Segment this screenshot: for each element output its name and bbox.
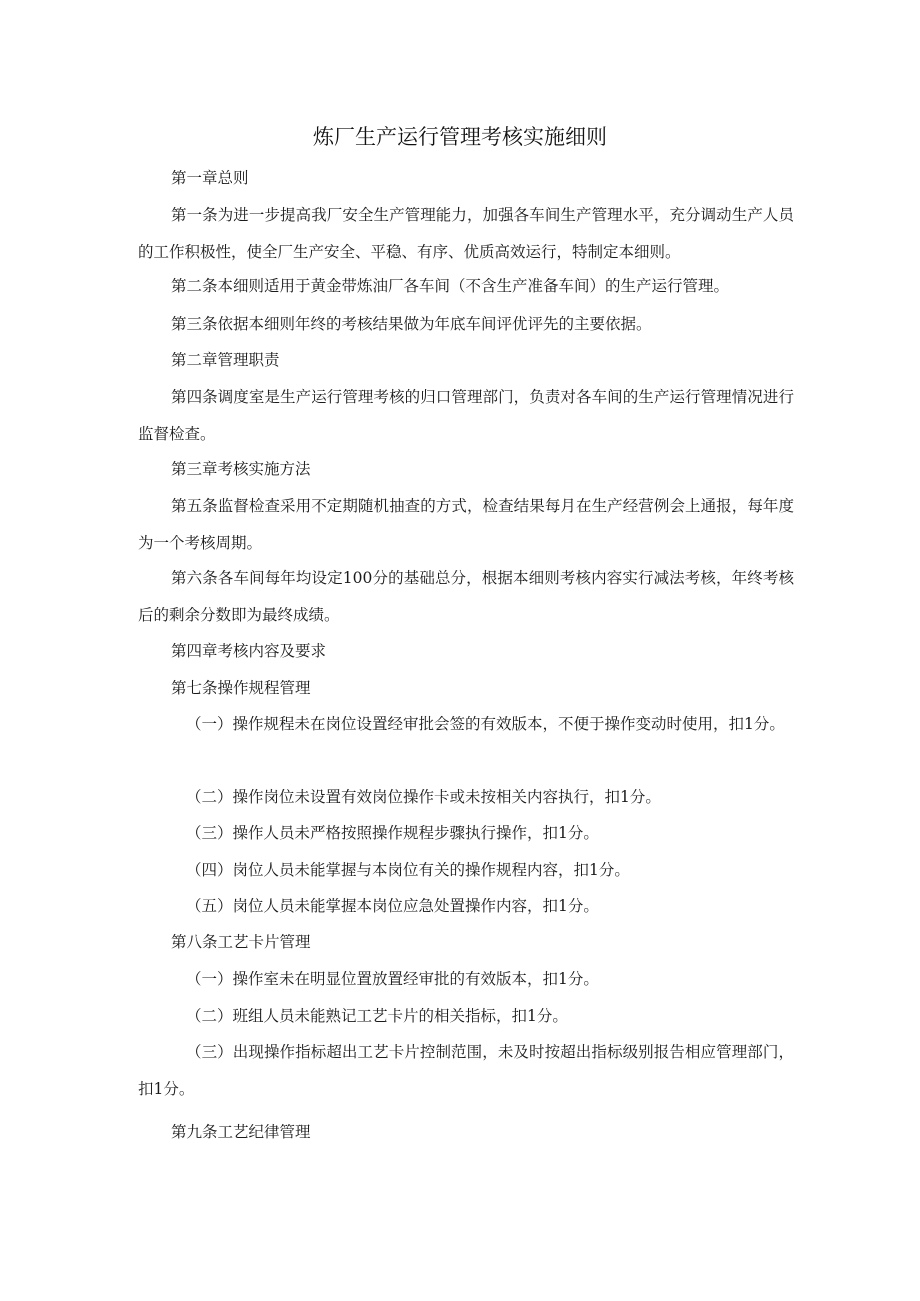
article-8-item-2: （二）班组人员未能熟记工艺卡片的相关指标，扣1分。	[186, 1007, 568, 1025]
chapter-2-heading: 第二章管理职责	[171, 351, 280, 369]
article-7-heading: 第七条操作规程管理	[171, 679, 311, 697]
article-3: 第三条依据本细则年终的考核结果做为年底车间评优评先的主要依据。	[171, 315, 652, 333]
article-9-heading: 第九条工艺纪律管理	[171, 1123, 311, 1141]
article-7-item-5: （五）岗位人员未能掌握本岗位应急处置操作内容，扣1分。	[186, 897, 599, 915]
article-7-item-4: （四）岗位人员未能掌握与本岗位有关的操作规程内容，扣1分。	[186, 861, 630, 879]
article-7-item-1: （一）操作规程未在岗位设置经审批会签的有效版本，不便于操作变动时使用，扣1分。	[186, 715, 785, 733]
article-6: 第六条各车间每年均设定100分的基础总分，根据本细则考核内容实行减法考核，年终考核后的剩余分数即为最终成绩。	[138, 569, 794, 624]
article-1: 第一条为进一步提高我厂安全生产管理能力，加强各车间生产管理水平，充分调动生产人员的工作积极性，使全厂生产安全、平稳、有序、优质高效运行，特制定本细则。	[138, 206, 794, 261]
article-8-item-3: （三）出现操作指标超出工艺卡片控制范围，未及时按超出指标级别报告相应管理部门，扣1分。	[138, 1043, 794, 1098]
article-4: 第四条调度室是生产运行管理考核的归口管理部门，负责对各车间的生产运行管理情况进行监督检查。	[138, 388, 794, 443]
chapter-4-heading: 第四章考核内容及要求	[171, 642, 327, 660]
chapter-3-heading: 第三章考核实施方法	[171, 460, 311, 478]
article-8-item-1: （一）操作室未在明显位置放置经审批的有效版本，扣1分。	[186, 970, 599, 988]
article-2: 第二条本细则适用于黄金带炼油厂各车间（不含生产准备车间）的生产运行管理。	[171, 277, 730, 295]
article-7-item-2: （二）操作岗位未设置有效岗位操作卡或未按相关内容执行，扣1分。	[186, 788, 661, 806]
article-5: 第五条监督检查采用不定期随机抽查的方式，检查结果每月在生产经营例会上通报，每年度为一个考核周期。	[138, 497, 794, 552]
article-8-heading: 第八条工艺卡片管理	[171, 933, 311, 951]
chapter-1-heading: 第一章总则	[171, 169, 249, 187]
document-title: 炼厂生产运行管理考核实施细则	[313, 125, 607, 149]
article-7-item-3: （三）操作人员未严格按照操作规程步骤执行操作，扣1分。	[186, 824, 599, 842]
